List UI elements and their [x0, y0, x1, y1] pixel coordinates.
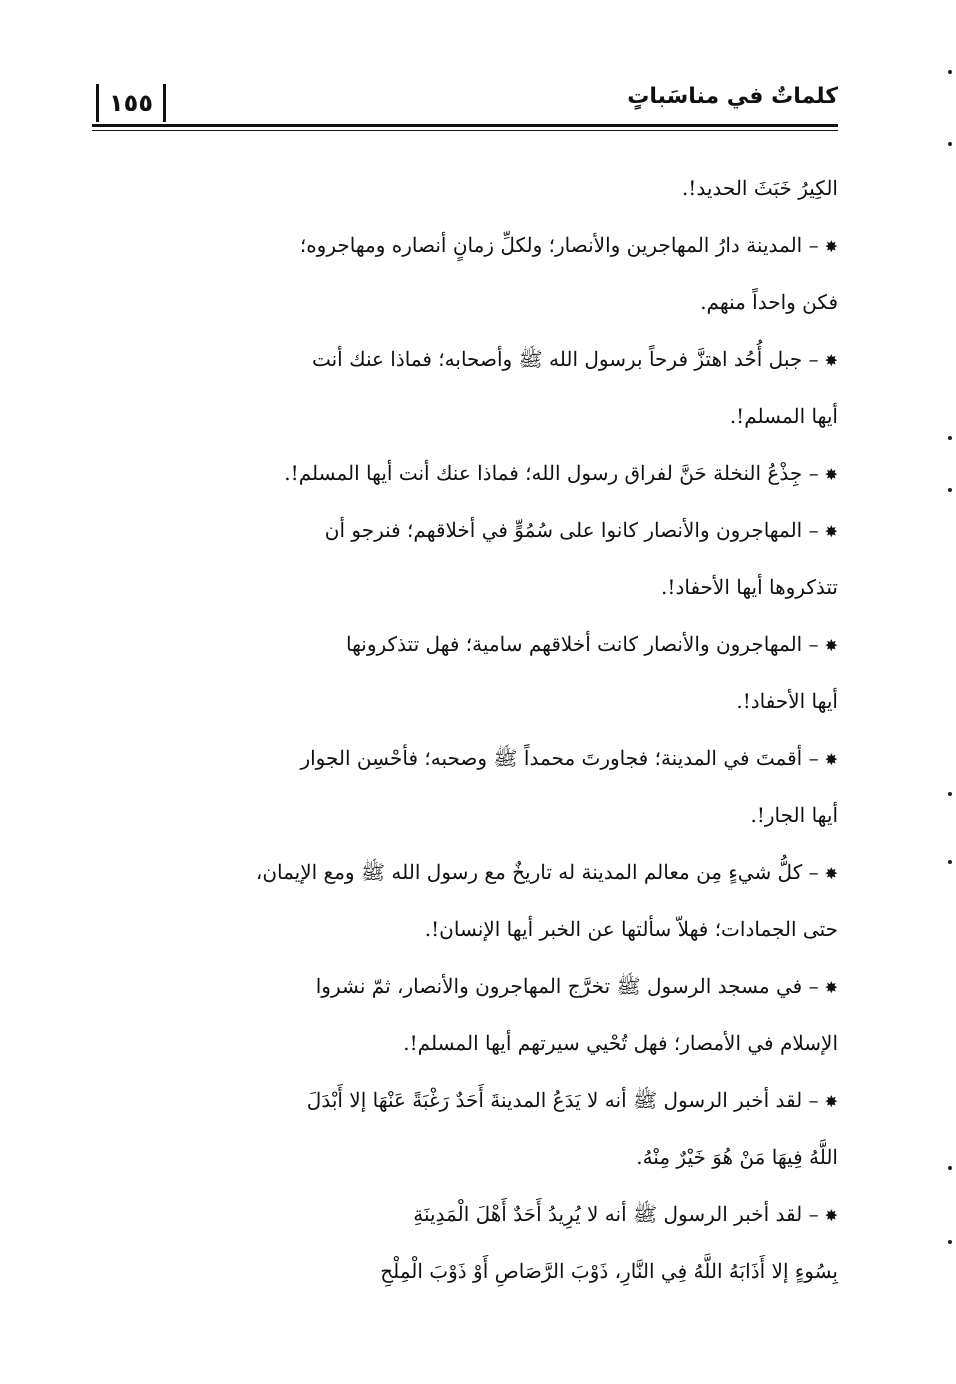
bullet-star-icon: ✸	[824, 465, 838, 484]
text-line	[96, 559, 838, 616]
margin-dot	[948, 436, 952, 440]
line-text: الإسلام في الأمصار؛ فهل تُحْيي سيرتهم أيها المسلم!.	[403, 1031, 838, 1055]
bullet-star-icon: ✸	[824, 237, 838, 256]
bullet-line	[96, 616, 838, 673]
bullet-star-icon: ✸	[824, 864, 838, 883]
line-text: أيها المسلم!.	[729, 404, 838, 428]
line-text: فكن واحداً منهم.	[700, 290, 838, 314]
margin-dot	[948, 1240, 952, 1244]
header-rule-thin	[92, 130, 838, 131]
line-text: – لقد أخبر الرسول ﷺ أنه لا يُرِيدُ أَحَدٌ أَهْلَ الْمَدِينَةِ	[413, 1202, 819, 1226]
text-line	[96, 1243, 838, 1300]
line-text: – المهاجرون والأنصار كانوا على سُمُوٍّ في أخلاقهم؛ فنرجو أن	[324, 518, 819, 542]
margin-dot	[948, 1166, 952, 1170]
bullet-star-icon: ✸	[824, 522, 838, 541]
line-text: حتى الجمادات؛ فهلاّ سألتها عن الخبر أيها الإنسان!.	[424, 917, 838, 941]
line-text: – المهاجرون والأنصار كانت أخلاقهم سامية؛ فهل تتذكرونها	[345, 632, 819, 656]
line-text: اللَّهُ فِيهَا مَنْ هُوَ خَيْرٌ مِنْهُ.	[636, 1145, 838, 1169]
line-text: – كلُّ شيءٍ مِن معالم المدينة له تاريخٌ مع رسول الله ﷺ ومع الإيمان،	[255, 860, 819, 884]
bullet-star-icon: ✸	[824, 978, 838, 997]
line-text: الكِيرُ خَبَثَ الحديد!.	[681, 176, 838, 200]
bullet-line	[96, 844, 838, 901]
bullet-star-icon: ✸	[824, 1206, 838, 1225]
line-text: بِسُوءٍ إلا أَذَابَهُ اللَّهُ فِي النَّارِ، ذَوْبَ الرَّصَاصِ أَوْ ذَوْبَ الْمِلْحِ	[380, 1259, 838, 1283]
text-line	[96, 1015, 838, 1072]
body-text	[96, 160, 838, 1300]
line-text: – جبل أُحُد اهتزَّ فرحاً برسول الله ﷺ وأصحابه؛ فماذا عنك أنت	[311, 347, 819, 371]
bullet-line	[96, 730, 838, 787]
line-text: – في مسجد الرسول ﷺ تخرَّج المهاجرون والأنصار، ثمّ نشروا	[315, 974, 819, 998]
margin-dot	[948, 792, 952, 796]
line-text: – المدينة دارُ المهاجرين والأنصار؛ ولكلِّ زمانٍ أنصاره ومهاجروه؛	[299, 233, 819, 257]
margin-dot	[948, 860, 952, 864]
line-text: أيها الجار!.	[750, 803, 838, 827]
text-line	[96, 160, 838, 217]
bullet-star-icon: ✸	[824, 636, 838, 655]
running-title: كلماتٌ في مناسَباتٍ	[627, 84, 838, 109]
text-line	[96, 787, 838, 844]
line-text: تتذكروها أيها الأحفاد!.	[661, 575, 838, 599]
bullet-star-icon: ✸	[824, 750, 838, 769]
line-text: – لقد أخبر الرسول ﷺ أنه لا يَدَعُ المدينةَ أَحَدٌ رَغْبَةً عَنْهَا إلا أَبْدَلَ	[306, 1088, 819, 1112]
bullet-line	[96, 217, 838, 274]
bullet-line	[96, 1072, 838, 1129]
bullet-line	[96, 331, 838, 388]
header-rule-thick	[92, 124, 838, 127]
line-text: – أقمتَ في المدينة؛ فجاورتَ محمداً ﷺ وصحبه؛ فأحْسِن الجوار	[300, 746, 819, 770]
line-text: – جِذْعُ النخلة حَنَّ لفراق رسول الله؛ فماذا عنك أنت أيها المسلم!.	[284, 461, 819, 485]
text-line	[96, 274, 838, 331]
margin-dot	[948, 70, 952, 74]
bullet-line	[96, 445, 838, 502]
bullet-star-icon: ✸	[824, 1092, 838, 1111]
text-line	[96, 388, 838, 445]
page-header	[92, 80, 838, 132]
text-line	[96, 673, 838, 730]
text-line	[96, 1129, 838, 1186]
bullet-star-icon: ✸	[824, 351, 838, 370]
bullet-line	[96, 958, 838, 1015]
line-text: أيها الأحفاد!.	[736, 689, 838, 713]
margin-dot	[948, 488, 952, 492]
page-number: ١٥٥	[96, 84, 166, 122]
text-line	[96, 901, 838, 958]
bullet-line	[96, 1186, 838, 1243]
bullet-line	[96, 502, 838, 559]
margin-dot	[948, 142, 952, 146]
